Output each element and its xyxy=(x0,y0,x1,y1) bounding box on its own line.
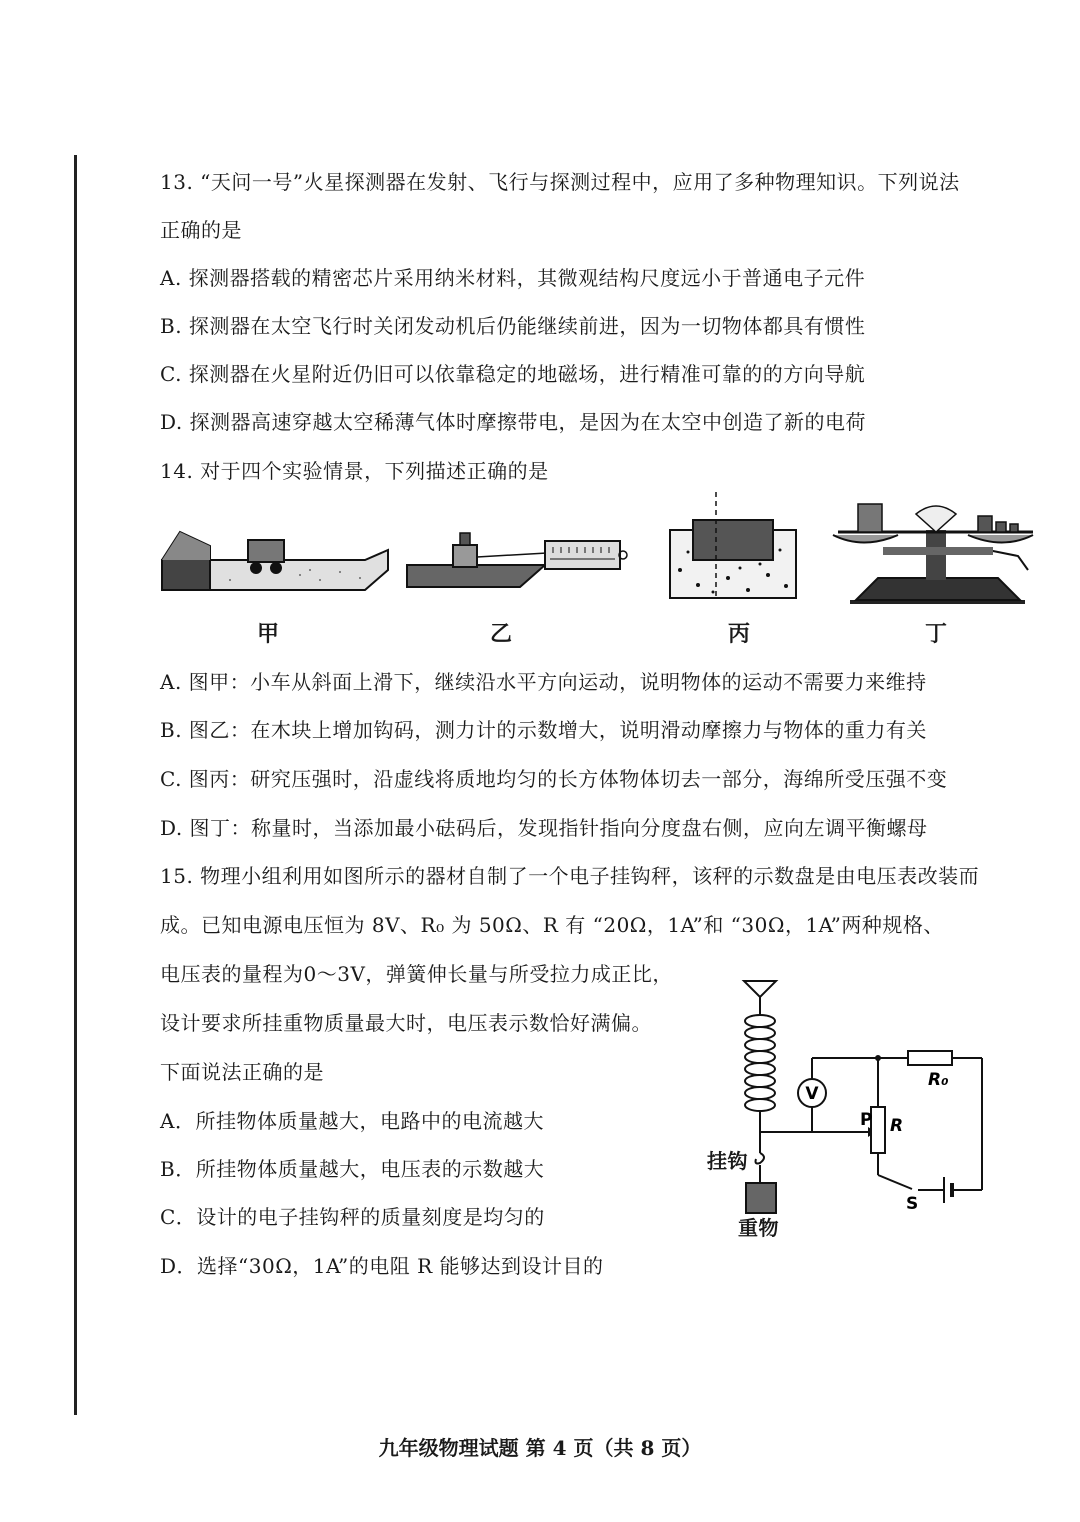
q14-option-d: D. 图丁：称量时，当添加最小砝码后，发现指针指向分度盘右侧，应向左调平衡螺母 xyxy=(160,816,928,840)
q15-stem-line4: 设计要求所挂重物质量最大时，电压表示数恰好满偏。 xyxy=(160,1011,652,1035)
page-footer: 九年级物理试题 第 4 页（共 8 页） xyxy=(378,1436,702,1460)
figure-bing xyxy=(668,490,803,602)
q15-stem-line2: 成。已知电源电压恒为 8V、R₀ 为 50Ω、R 有 “20Ω，1A”和 “30Ω，1A”两种规格、 xyxy=(160,913,944,937)
figure-ding xyxy=(828,490,1048,605)
q13-option-a: A. 探测器搭载的精密芯片采用纳米材料，其微观结构尺度远小于普通电子元件 xyxy=(160,266,866,290)
switch-label: S xyxy=(906,1194,919,1214)
q15-stem-line5: 下面说法正确的是 xyxy=(160,1060,324,1084)
weight-block xyxy=(746,1183,776,1213)
resistor-r0-icon xyxy=(908,1051,952,1065)
q15-option-c: C．设计的电子挂钩秤的质量刻度是均匀的 xyxy=(160,1205,545,1229)
r0-label: R₀ xyxy=(928,1070,949,1090)
slider-label: P xyxy=(860,1110,873,1130)
figure-label-bing: 丙 xyxy=(728,621,751,647)
weight-label: 重物 xyxy=(738,1216,779,1240)
rheostat-label: R xyxy=(890,1116,904,1136)
switch-icon xyxy=(878,1175,912,1189)
q15-stem-line1: 15. 物理小组利用如图所示的器材自制了一个电子挂钩秤，该秤的示数盘是由电压表改装而 xyxy=(160,864,980,888)
hook-icon xyxy=(756,1153,765,1164)
q15-option-d: D．选择“30Ω，1A”的电阻 R 能够达到设计目的 xyxy=(160,1254,604,1278)
q15-option-b: B．所挂物体质量越大，电压表的示数越大 xyxy=(160,1157,545,1181)
hook-label: 挂钩 xyxy=(707,1149,748,1173)
q14-option-c: C. 图丙：研究压强时，沿虚线将质地均匀的长方体物体切去一部分，海绵所受压强不变 xyxy=(160,767,948,791)
spring-icon xyxy=(745,1015,775,1111)
circuit-diagram xyxy=(700,975,1000,1245)
figure-yi xyxy=(405,525,630,595)
figure-jia xyxy=(160,520,390,600)
figure-label-ding: 丁 xyxy=(925,621,948,647)
q13-option-b: B. 探测器在太空飞行时关闭发动机后仍能继续前进，因为一切物体都具有惯性 xyxy=(160,314,866,338)
q13-option-d: D. 探测器高速穿越太空稀薄气体时摩擦带电，是因为在太空中创造了新的电荷 xyxy=(160,410,867,434)
q13-stem-line2: 正确的是 xyxy=(160,218,242,242)
figure-label-jia: 甲 xyxy=(257,621,280,647)
hanger-icon xyxy=(744,981,776,997)
figure-label-yi: 乙 xyxy=(490,621,513,647)
q14-option-b: B. 图乙：在木块上增加钩码，测力计的示数增大，说明滑动摩擦力与物体的重力有关 xyxy=(160,718,927,742)
q14-option-a: A. 图甲：小车从斜面上滑下，继续沿水平方向运动，说明物体的运动不需要力来维持 xyxy=(160,670,927,694)
q13-option-c: C. 探测器在火星附近仍旧可以依靠稳定的地磁场，进行精准可靠的的方向导航 xyxy=(160,362,866,386)
q13-stem-line1: 13. “天问一号”火星探测器在发射、飞行与探测过程中，应用了多种物理知识。下列说法 xyxy=(160,170,960,194)
voltmeter-label: V xyxy=(805,1084,819,1104)
rheostat-icon xyxy=(871,1107,885,1153)
q14-stem: 14. 对于四个实验情景，下列描述正确的是 xyxy=(160,459,549,483)
margin-line xyxy=(74,155,77,1415)
q15-option-a: A．所挂物体质量越大，电路中的电流越大 xyxy=(160,1109,544,1133)
q15-stem-line3: 电压表的量程为0～3V，弹簧伸长量与所受拉力成正比， xyxy=(160,962,673,986)
